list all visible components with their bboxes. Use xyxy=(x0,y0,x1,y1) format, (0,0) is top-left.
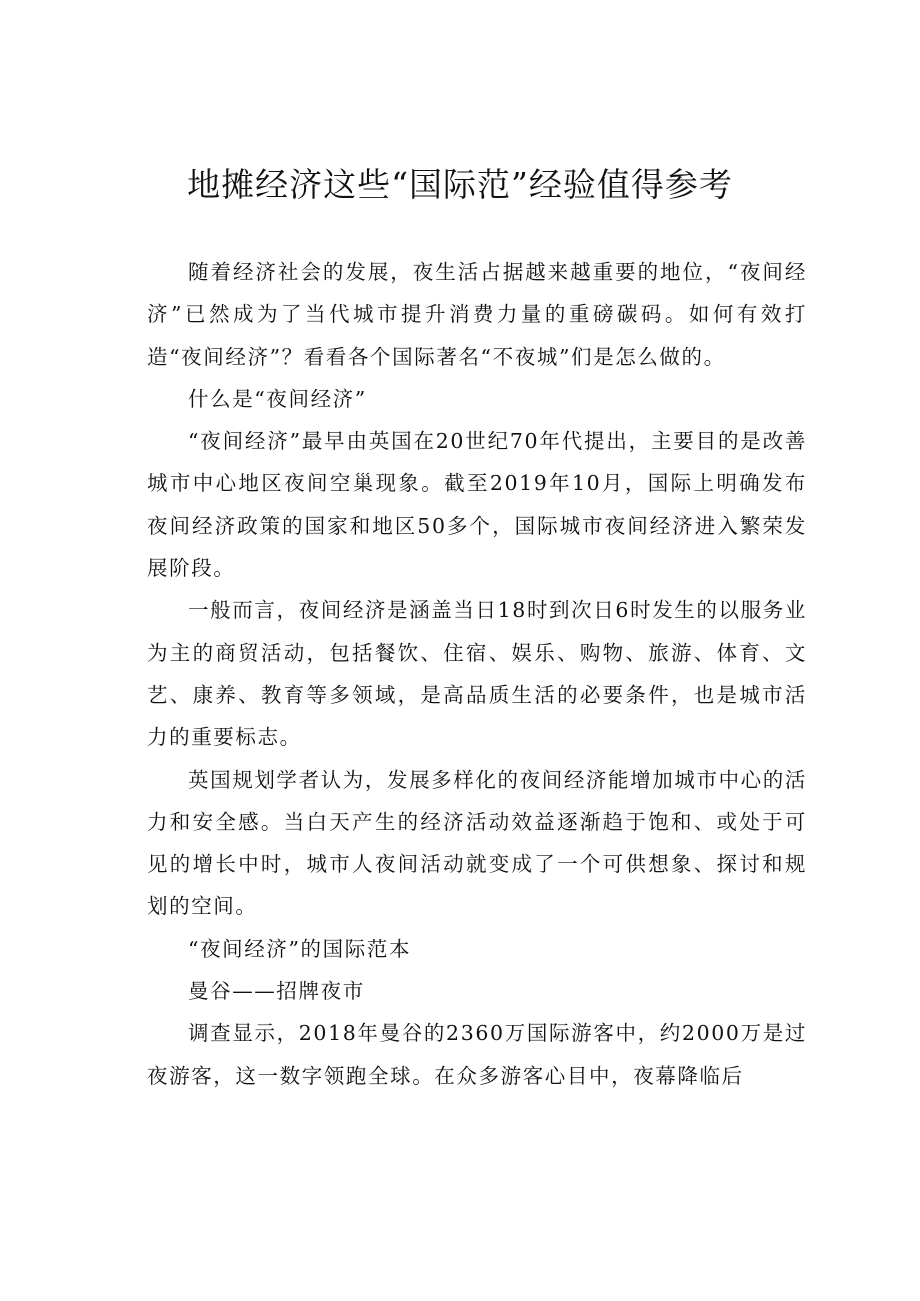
paragraph-bangkok-survey: 调查显示，2018年曼谷的2360万国际游客中，约2000万是过夜游客，这一数字领跑全球。在众多游客心目中，夜幕降临后 xyxy=(147,1021,807,1088)
document-body xyxy=(147,251,807,1097)
document-title: 地摊经济这些“国际范”经验值得参考 xyxy=(187,165,733,204)
section-heading-what-is: 什么是“夜间经济” xyxy=(188,386,367,411)
paragraph-uk-scholars: 英国规划学者认为，发展多样化的夜间经济能增加城市中心的活力和安全感。当白天产生的经济活动效益逐渐趋于饱和、或处于可见的增长中时，城市人夜间活动就变成了一个可供想象、探讨和规划的空间。 xyxy=(147,767,807,919)
section-heading-international-examples: “夜间经济”的国际范本 xyxy=(188,936,412,961)
subsection-heading-bangkok: 曼谷——招牌夜市 xyxy=(188,979,365,1004)
paragraph-origin: “夜间经济”最早由英国在20世纪70年代提出，主要目的是改善城市中心地区夜间空巢现象。截至2019年10月，国际上明确发布夜间经济政策的国家和地区50多个，国际城市夜间经济进入繁荣发展阶段。 xyxy=(147,429,807,581)
paragraph-intro: 随着经济社会的发展，夜生活占据越来越重要的地位，“夜间经济”已然成为了当代城市提升消费力量的重磅碳码。如何有效打造“夜间经济”？看看各个国际著名“不夜城”们是怎么做的。 xyxy=(147,260,807,369)
paragraph-definition: 一般而言，夜间经济是涵盖当日18时到次日6时发生的以服务业为主的商贸活动，包括餐饮、住宿、娱乐、购物、旅游、体育、文艺、康养、教育等多领域，是高品质生活的必要条件，也是城市活力的重要标志。 xyxy=(147,598,807,750)
